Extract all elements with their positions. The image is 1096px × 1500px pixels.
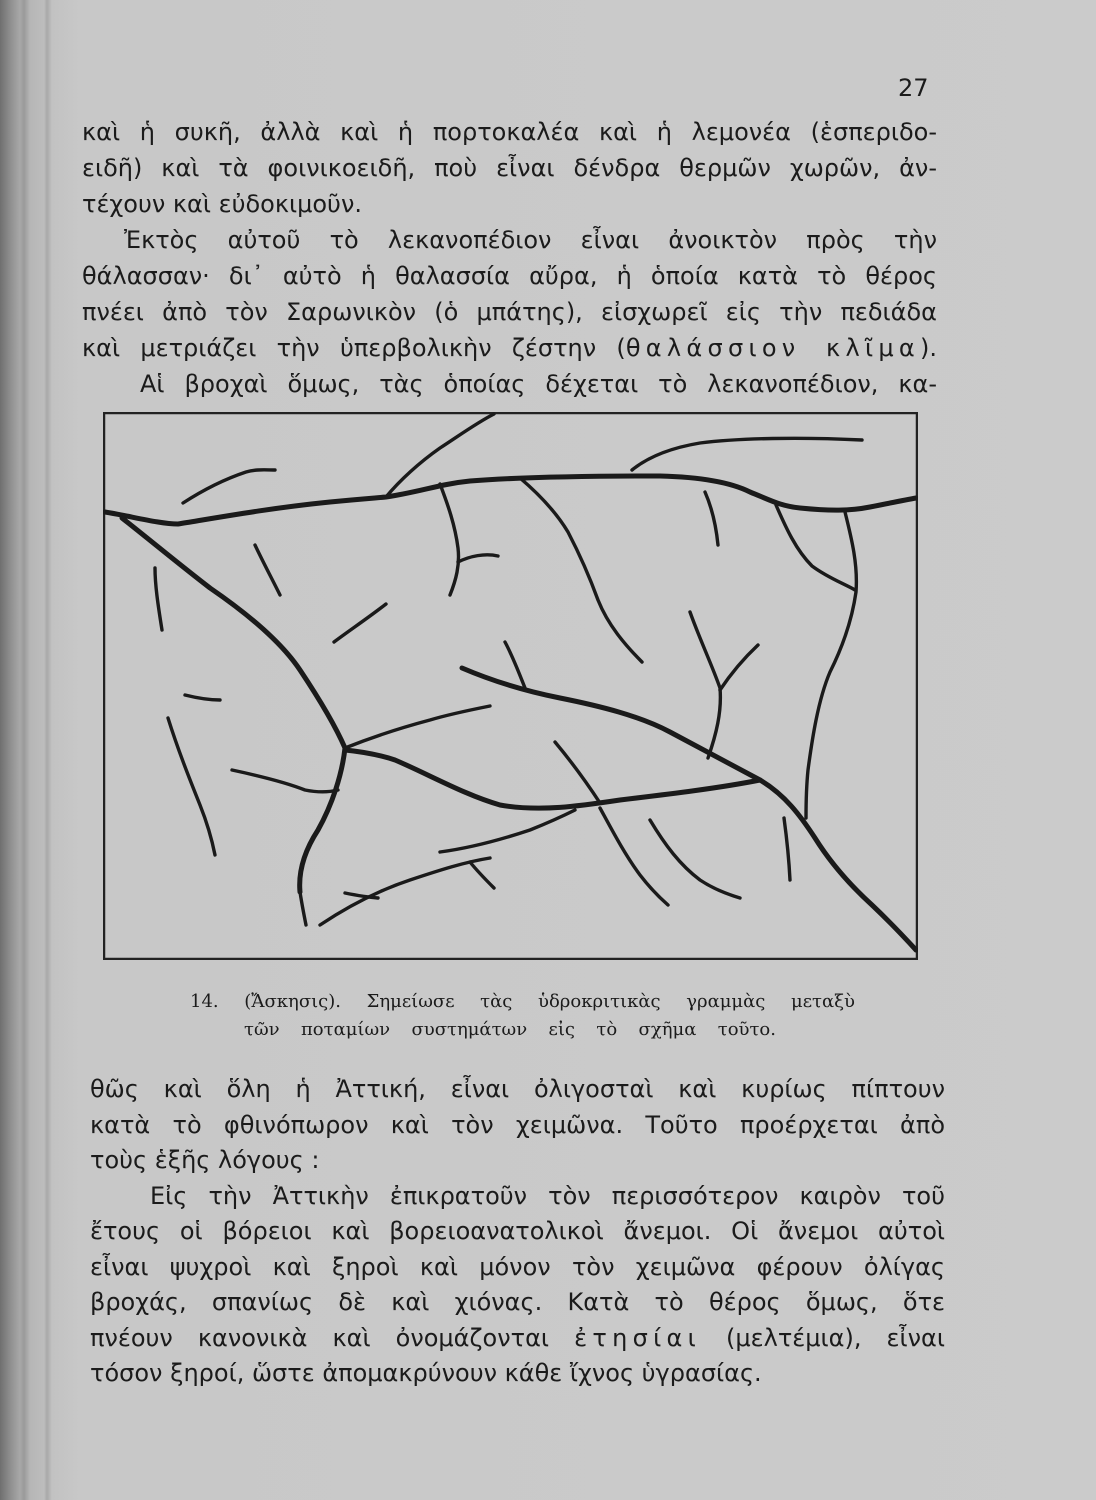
text-line: θάλασσαν· δι᾽ αὐτὸ ἡ θαλασσία αὔρα, ἡ ὁποία κατὰ τὸ θέρος xyxy=(82,262,937,290)
river-line xyxy=(705,492,718,545)
river-line xyxy=(185,695,220,700)
text-line: βροχάς, σπανίως δὲ καὶ χιόνας. Κατὰ τὸ θέρος ὅμως, ὅτε xyxy=(90,1288,945,1316)
river-network-drawing xyxy=(103,412,918,960)
text-segment: (μελτέμια), εἶναι xyxy=(700,1323,945,1352)
text-line: τόσον ξηροί, ὥστε ἀπομακρύνουν κάθε ἴχνος ὑγρασίας. xyxy=(90,1359,762,1387)
text-line: πνέει ἀπὸ τὸν Σαρωνικὸν (ὁ μπάτης), εἰσχωρεῖ εἰς τὴν πεδιάδα xyxy=(82,298,937,326)
river-line xyxy=(806,512,856,818)
river-line xyxy=(345,706,490,748)
river-line xyxy=(232,770,338,792)
river-line xyxy=(458,555,498,562)
river-line xyxy=(440,484,459,595)
text-line: τοὺς ἑξῆς λόγους : xyxy=(90,1146,320,1174)
river-line xyxy=(334,604,386,642)
river-line xyxy=(470,862,494,888)
text-line: εἶναι ψυχροὶ καὶ ξηροὶ καὶ μόνον τὸν χειμῶνα φέρουν ὀλίγας xyxy=(90,1252,945,1281)
river-line xyxy=(650,820,740,898)
text-line: καὶ ἡ συκῆ, ἀλλὰ καὶ ἡ πορτοκαλέα καὶ ἡ λεμονέα (ἑσπεριδο- xyxy=(82,118,937,146)
text-line xyxy=(82,330,937,366)
river-line xyxy=(784,818,790,880)
river-line xyxy=(168,718,215,855)
text-line: Εἰς τὴν Ἀττικὴν ἐπικρατοῦν τὸν περισσότερον καιρὸν τοῦ xyxy=(150,1181,945,1210)
river-line xyxy=(505,642,525,688)
river-line xyxy=(555,742,600,803)
river-line xyxy=(520,478,642,662)
river-line xyxy=(183,470,275,503)
text-line: κατὰ τὸ φθινόπωρον καὶ τὸν χειμῶνα. Τοῦτο προέρχεται ἀπὸ xyxy=(90,1110,945,1139)
figure-caption-line: 14. (Ἄσκησις). Σημείωσε τὰς ὑδροκριτικὰς γραμμὰς μεταξὺ xyxy=(190,991,855,1012)
river-line xyxy=(440,810,575,852)
text-line: ἔτους οἱ βόρειοι καὶ βορειοανατολικοὶ ἄνεμοι. Οἱ ἄνεμοι αὐτοὶ xyxy=(90,1217,945,1245)
river-line xyxy=(720,645,758,690)
text-segment: ). xyxy=(920,334,937,362)
text-line: ειδῆ) καὶ τὰ φοινικοειδῆ, ποὺ εἶναι δένδρα θερμῶν χωρῶν, ἀν- xyxy=(82,154,937,182)
text-line: Ἐκτὸς αὐτοῦ τὸ λεκανοπέδιον εἶναι ἀνοικτὸν πρὸς τὴν xyxy=(124,226,937,254)
text-segment: καὶ μετριάζει τὴν ὑπερβολικὴν ζέστην ( xyxy=(82,334,626,362)
river-line xyxy=(345,750,760,808)
river-line xyxy=(600,808,668,905)
figure-caption-line: τῶν ποταμίων συστημάτων εἰς τὸ σχῆμα τοῦτο. xyxy=(244,1019,776,1040)
river-line xyxy=(776,505,855,590)
river-line xyxy=(300,892,306,925)
spaced-emphasis-text: θαλάσσιον κλῖμα xyxy=(625,334,920,362)
page-number: 27 xyxy=(898,74,929,102)
bottom-text-block xyxy=(90,1072,945,1392)
text-line: θῶς καὶ ὅλη ἡ Ἀττική, εἶναι ὀλιγοσταὶ καὶ κυρίως πίπτουν xyxy=(90,1075,945,1103)
text-line: τέχουν καὶ εὐδοκιμοῦν. xyxy=(82,190,362,218)
river-line xyxy=(255,545,280,595)
text-line xyxy=(90,1321,945,1357)
river-line xyxy=(105,476,916,524)
river-line xyxy=(690,612,720,758)
top-text-block xyxy=(82,114,937,402)
river-line xyxy=(155,568,162,630)
river-systems-figure xyxy=(103,412,918,960)
spaced-emphasis-text: ἐτησίαι xyxy=(574,1323,701,1352)
text-segment: πνέουν κανονικὰ καὶ ὀνομάζονται xyxy=(90,1323,575,1352)
text-line: Αἱ βροχαὶ ὅμως, τὰς ὁποίας δέχεται τὸ λεκανοπέδιον, κα- xyxy=(140,370,937,398)
river-lines-group xyxy=(105,414,916,950)
river-line xyxy=(632,438,862,470)
